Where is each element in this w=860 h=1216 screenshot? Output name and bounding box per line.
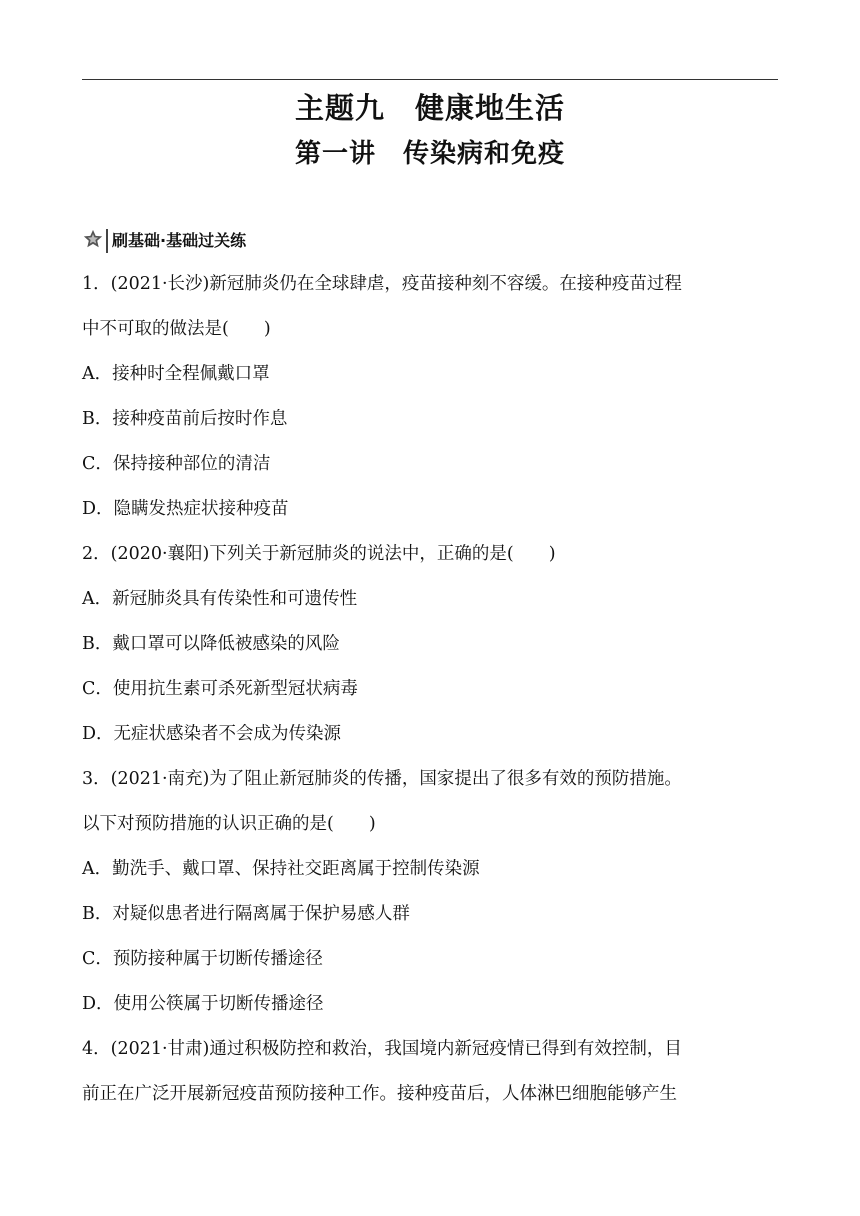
question-3 xyxy=(82,757,782,1027)
section-divider xyxy=(106,229,108,253)
section-heading xyxy=(82,226,246,252)
option-c: C．预防接种属于切断传播途径 xyxy=(82,949,323,969)
option-d: D．隐瞒发热症状接种疫苗 xyxy=(82,499,289,519)
page-title: 主题九 健康地生活 xyxy=(294,91,565,125)
question-1 xyxy=(82,262,782,532)
option-a: A．勤洗手、戴口罩、保持社交距离属于控制传染源 xyxy=(82,859,480,879)
question-2 xyxy=(82,532,782,757)
question-stem-line: 1．(2021·长沙)新冠肺炎仍在全球肆虐，疫苗接种刻不容缓。在接种疫苗过程 xyxy=(82,274,682,294)
option-b: B．戴口罩可以降低被感染的风险 xyxy=(82,634,340,654)
question-list xyxy=(82,262,782,1117)
question-4 xyxy=(82,1027,782,1117)
option-d: D．使用公筷属于切断传播途径 xyxy=(82,994,324,1014)
question-stem-line: 3．(2021·南充)为了阻止新冠肺炎的传播，国家提出了很多有效的预防措施。 xyxy=(82,769,682,789)
header-rule xyxy=(82,79,778,80)
question-stem-line: 中不可取的做法是( ) xyxy=(82,319,271,339)
page-subtitle: 第一讲 传染病和免疫 xyxy=(294,139,565,169)
question-stem-line: 2．(2020·襄阳)下列关于新冠肺炎的说法中，正确的是( ) xyxy=(82,544,556,564)
option-c: C．保持接种部位的清洁 xyxy=(82,454,271,474)
option-b: B．接种疫苗前后按时作息 xyxy=(82,409,288,429)
option-d: D．无症状感染者不会成为传染源 xyxy=(82,724,342,744)
question-stem-line: 前正在广泛开展新冠疫苗预防接种工作。接种疫苗后，人体淋巴细胞能够产生 xyxy=(82,1084,677,1104)
option-b: B．对疑似患者进行隔离属于保护易感人群 xyxy=(82,904,410,924)
option-a: A．接种时全程佩戴口罩 xyxy=(82,364,270,384)
option-c: C．使用抗生素可杀死新型冠状病毒 xyxy=(82,679,358,699)
question-stem-line: 以下对预防措施的认识正确的是( ) xyxy=(82,814,376,834)
option-a: A．新冠肺炎具有传染性和可遗传性 xyxy=(82,589,358,609)
star-icon xyxy=(82,228,104,250)
question-stem-line: 4．(2021·甘肃)通过积极防控和救治，我国境内新冠疫情已得到有效控制，目 xyxy=(82,1039,682,1059)
section-label: 刷基础·基础过关练 xyxy=(112,230,247,250)
